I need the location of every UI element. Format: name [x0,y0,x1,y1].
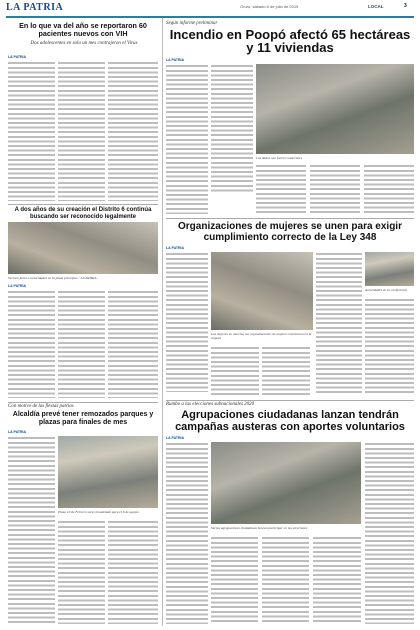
headline-vih: En lo que va del año se reportaron 60 pacientes nuevos con VIH [19,21,147,38]
body-column-mujeres-2 [211,346,259,396]
caption-poopo: Los daños son fuertes materiales [256,156,303,160]
body-column-elecciones-3 [262,536,309,624]
divider [166,400,414,401]
body-column-poopo-1 [166,64,208,214]
body-column-poopo-3 [256,164,306,214]
body-column-mujeres-5 [365,298,414,396]
kicker-elecciones: Rumbo a las elecciones subnacionales 2020 [166,402,255,407]
kicker-alcaldia: Con motivo de las fiestas patrias [8,404,74,409]
byline-elecciones: LA PATRIA [166,436,185,440]
section-label: LOCAL [368,4,384,9]
photo-marcha [211,252,313,330]
masthead-rule [6,4,414,18]
caption-plaza: Plaza 10 de Febrero será remodelada para el 6 de agosto [58,510,139,514]
body-column-vih-2 [58,61,105,201]
headline-distrito: A dos años de su creación el Distrito 6 continúa buscando ser reconocido legalmente [14,207,152,220]
body-column-alcaldia-1 [8,436,55,624]
caption-mujeres: Las mujeres en marcha, las organizaciones de mujeres marcharon en la víspera [211,332,312,340]
body-column-elecciones-4 [313,536,361,624]
body-column-mujeres-1 [166,252,208,392]
body-column-distrito-2 [58,290,105,398]
body-column-mujeres-3 [262,346,310,396]
byline-vih: LA PATRIA [8,55,27,59]
divider [8,402,158,403]
byline-mujeres: LA PATRIA [166,246,185,250]
divider [166,218,414,219]
body-column-elecciones-1 [166,442,208,624]
subhead-vih: Dos adolescentes en solo un mes contrajeron el Virus [30,41,138,46]
byline-poopo: LA PATRIA [166,58,185,62]
photo-plaza [58,436,158,508]
headline-poopo: Incendio en Poopó afectó 65 hectáreas y 11 viviendas [169,27,411,55]
body-column-poopo-4 [310,164,360,214]
photo-distrito [8,222,158,274]
photo-conferencia [365,252,414,286]
body-column-alcaldia-2 [58,520,105,624]
caption-elecciones: Varias agrupaciones ciudadanas buscan participar en las elecciones [211,526,308,530]
byline-distrito: LA PATRIA [8,284,27,288]
divider [8,204,158,205]
column-rule [162,18,163,626]
page-number: 3 [404,3,407,9]
kicker-poopo: Según informe preliminar [166,21,218,26]
body-column-vih-1 [8,61,55,201]
body-column-elecciones-5 [365,442,414,624]
body-column-distrito-1 [8,290,55,398]
body-column-distrito-3 [108,290,158,398]
caption-conferencia: Autoridades en la conferencia [365,288,408,292]
caption-distrito: Vecinos junto a autoridades en la plaza principal. / LA PATRIA [8,276,97,280]
body-column-poopo-5 [364,164,414,214]
headline-elecciones: Agrupaciones ciudadanas lanzan tendrán campañas austeras con aportes voluntarios [175,409,405,433]
byline-alcaldia: LA PATRIA [8,430,27,434]
body-column-elecciones-2 [211,536,258,624]
headline-mujeres: Organizaciones de mujeres se unen para exigir cumplimiento correcto de la Ley 348 [178,221,402,243]
body-column-vih-3 [108,61,158,201]
edition-date: Oruro, sábado 6 de julio de 2019 [240,4,299,9]
photo-fire [256,64,414,154]
body-column-mujeres-4 [316,252,362,396]
body-column-alcaldia-3 [108,520,158,624]
photo-agrupaciones [211,442,361,524]
headline-alcaldia: Alcaldía prevé tener remozados parques y plazas para finales de mes [12,411,154,426]
newspaper-brand: LA PATRIA [6,2,64,13]
body-column-poopo-2 [211,64,253,194]
